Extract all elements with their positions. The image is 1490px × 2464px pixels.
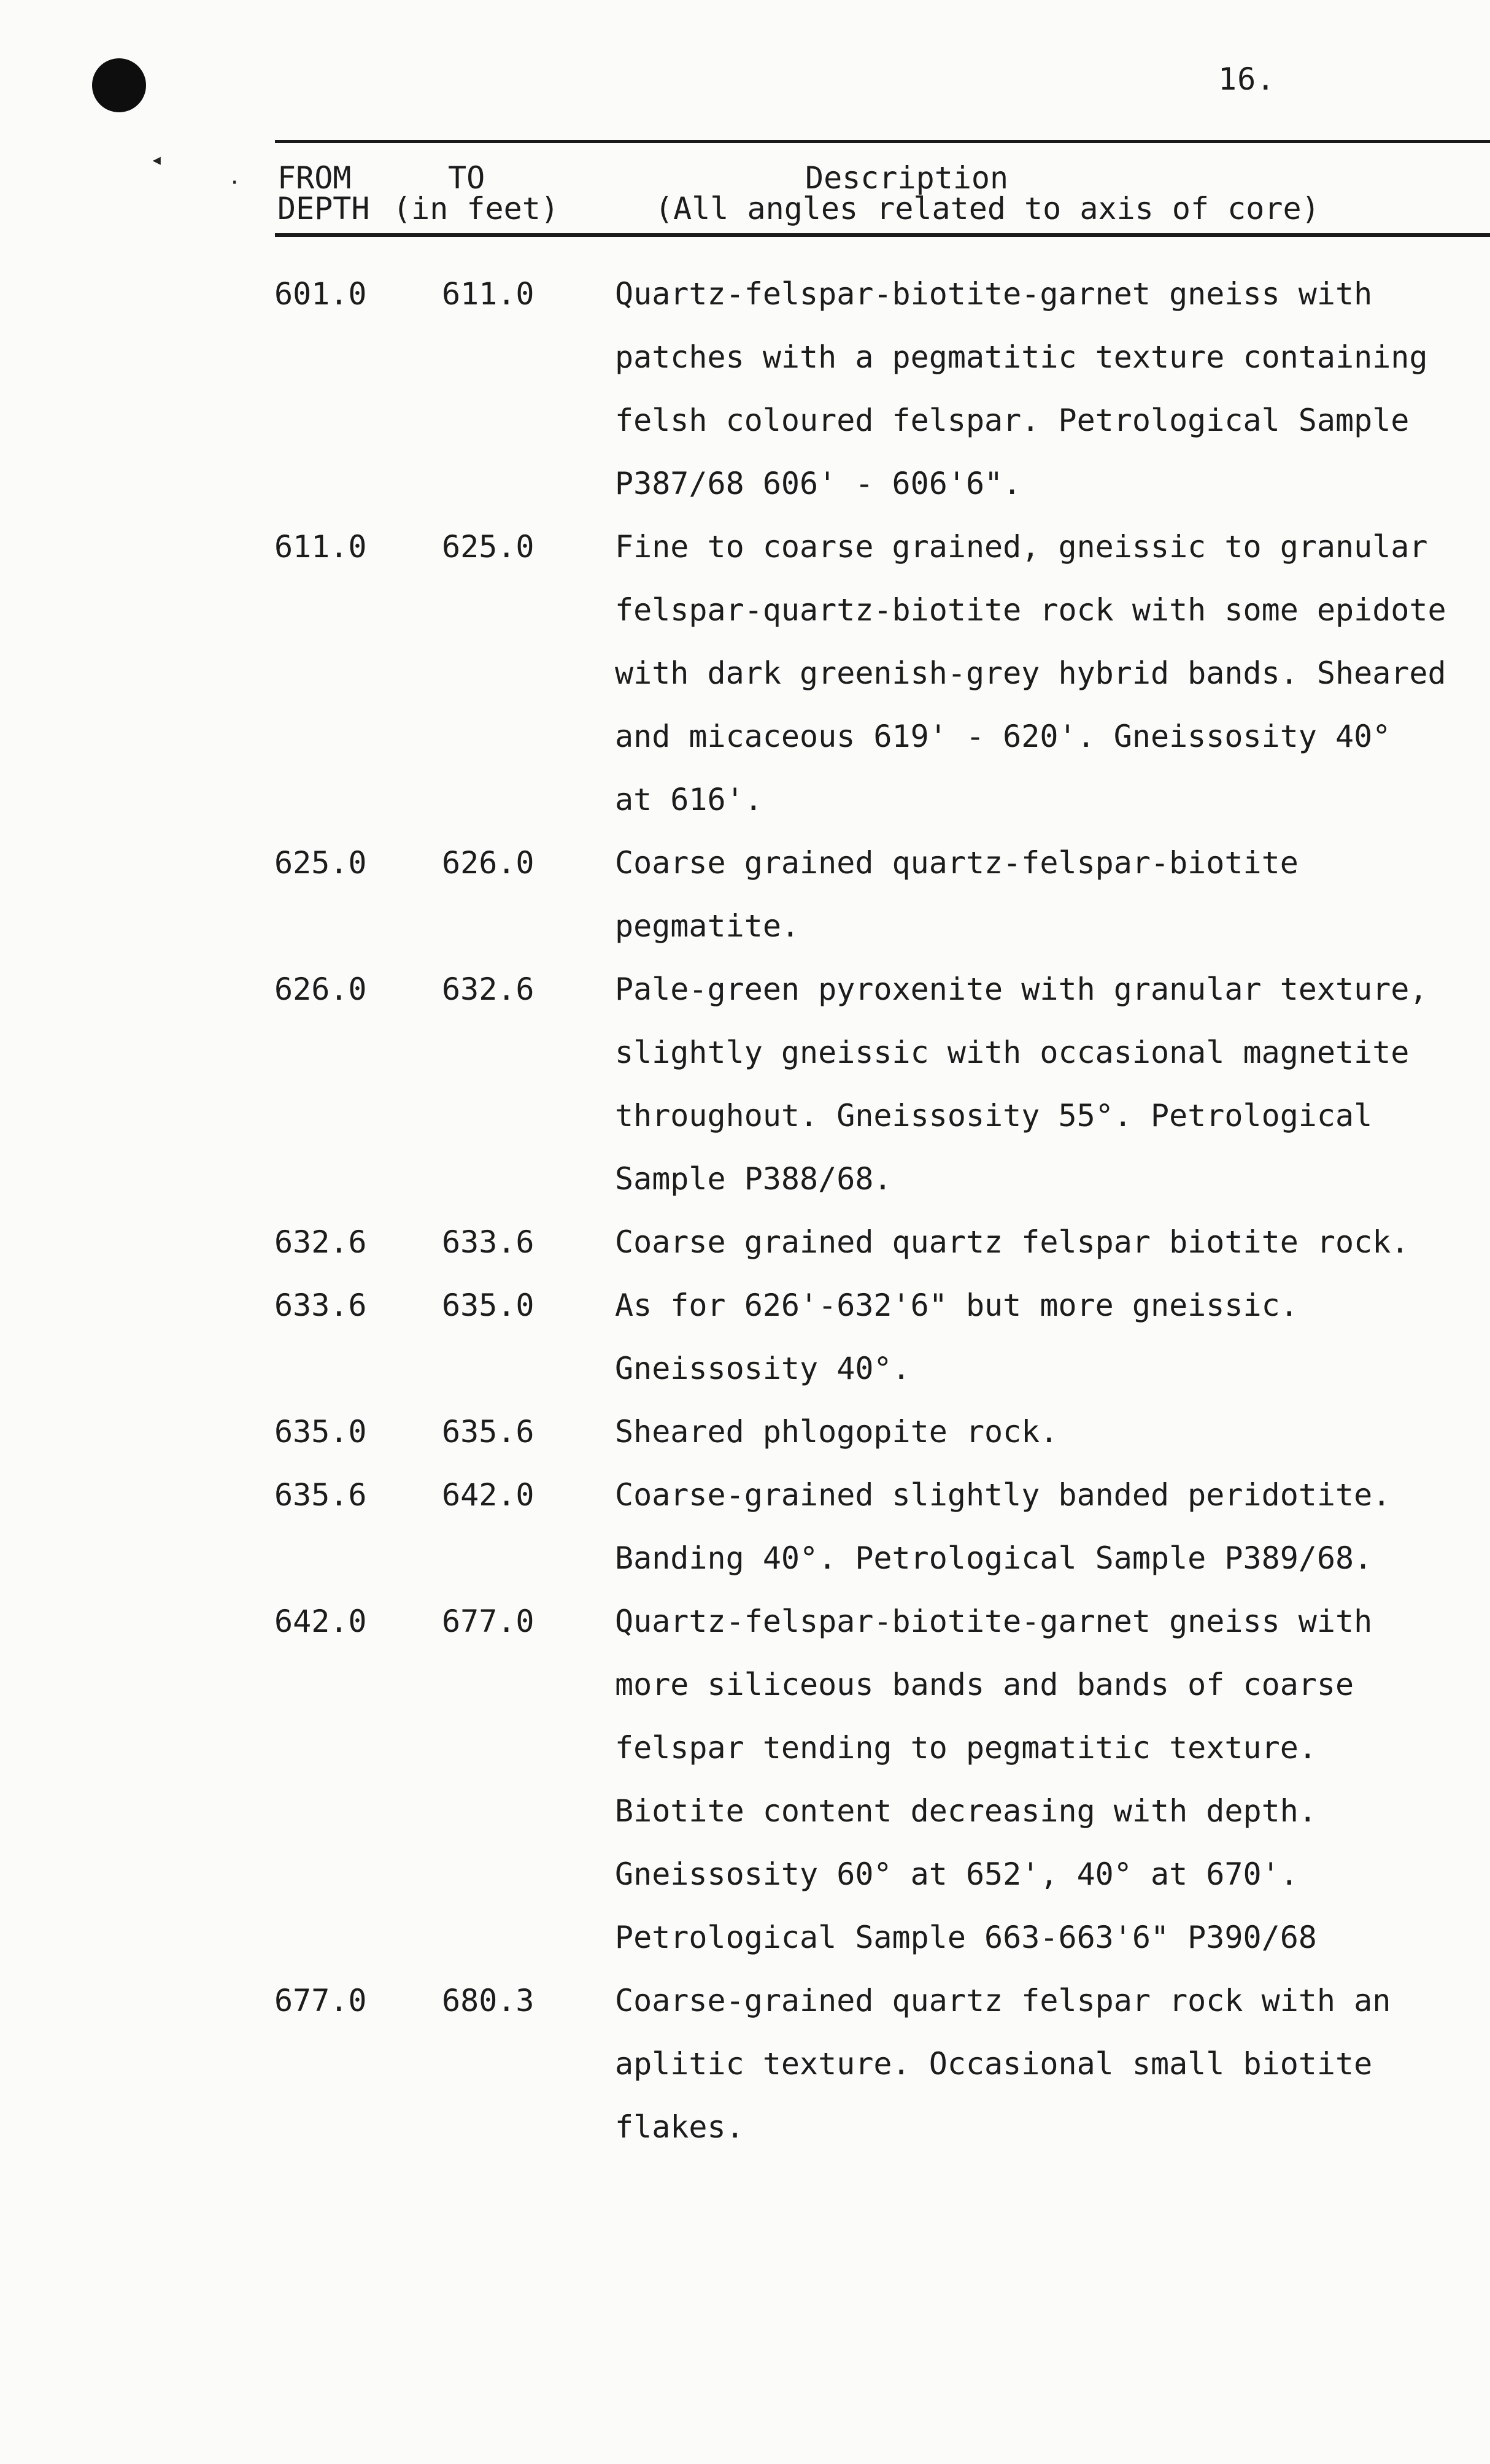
from-depth: 635.6 <box>274 1477 367 1513</box>
description-line: more siliceous bands and bands of coarse <box>615 1667 1354 1702</box>
description <box>615 1274 1490 1400</box>
description-line: Petrological Sample 663-663'6" P390/68 <box>615 1920 1317 1955</box>
header-to: TO <box>448 160 485 196</box>
description-line: felspar-quartz-biotite rock with some epidote <box>615 592 1446 628</box>
header-description-note: (All angles related to axis of core) <box>655 191 1320 226</box>
description-line: Fine to coarse grained, gneissic to granular <box>615 529 1428 565</box>
description-line: throughout. Gneissosity 55°. Petrological <box>615 1098 1373 1134</box>
from-depth: 642.0 <box>274 1604 367 1639</box>
header-description: Description <box>805 160 1009 196</box>
table-row <box>0 516 1490 832</box>
to-depth: 635.6 <box>442 1414 535 1450</box>
description-line: Banding 40°. Petrological Sample P389/68. <box>615 1540 1373 1576</box>
to-depth: 680.3 <box>442 1983 535 2018</box>
table-row <box>0 1400 1490 1464</box>
to-depth: 625.0 <box>442 529 535 565</box>
description-line: Gneissosity 60° at 652', 40° at 670'. <box>615 1856 1299 1892</box>
header-rule-bottom <box>275 233 1490 237</box>
description-line: Biotite content decreasing with depth. <box>615 1793 1317 1829</box>
header-depth: DEPTH <box>277 191 370 226</box>
table-row <box>0 1464 1490 1590</box>
description-line: with dark greenish-grey hybrid bands. Sheared <box>615 655 1446 691</box>
description-line: pegmatite. <box>615 908 800 944</box>
description-line: Coarse grained quartz felspar biotite rock. <box>615 1224 1410 1260</box>
from-depth: 625.0 <box>274 845 367 881</box>
description-line: aplitic texture. Occasional small biotite <box>615 2046 1373 2082</box>
table-row <box>0 832 1490 958</box>
description <box>615 1400 1490 1464</box>
description-line: slightly gneissic with occasional magnetite <box>615 1035 1410 1070</box>
to-depth: 632.6 <box>442 971 535 1007</box>
margin-mark-icon: ◂ <box>150 147 163 172</box>
header-rule-top <box>275 140 1490 143</box>
description-line: As for 626'-632'6" but more gneissic. <box>615 1288 1299 1323</box>
description <box>615 263 1490 516</box>
description-line: P387/68 606' - 606'6". <box>615 466 1022 501</box>
description-line: Coarse grained quartz-felspar-biotite <box>615 845 1299 881</box>
table-row <box>0 1211 1490 1274</box>
description-line: patches with a pegmatitic texture containing <box>615 339 1428 375</box>
from-depth: 626.0 <box>274 971 367 1007</box>
header-units: (in feet) <box>393 191 559 226</box>
from-depth: 611.0 <box>274 529 367 565</box>
punch-hole <box>92 58 146 112</box>
to-depth: 626.0 <box>442 845 535 881</box>
description <box>615 1969 1490 2159</box>
description-line: flakes. <box>615 2109 744 2145</box>
to-depth: 633.6 <box>442 1224 535 1260</box>
margin-dot-icon: · <box>228 171 241 195</box>
from-depth: 632.6 <box>274 1224 367 1260</box>
description <box>615 1464 1490 1590</box>
to-depth: 611.0 <box>442 276 535 312</box>
description <box>615 1211 1490 1274</box>
description-line: Sheared phlogopite rock. <box>615 1414 1059 1450</box>
description-line: Quartz-felspar-biotite-garnet gneiss with <box>615 276 1373 312</box>
from-depth: 601.0 <box>274 276 367 312</box>
from-depth: 677.0 <box>274 1983 367 2018</box>
description-line: at 616'. <box>615 782 763 817</box>
description-line: felsh coloured felspar. Petrological Sample <box>615 403 1410 438</box>
header-from: FROM <box>277 160 352 196</box>
to-depth: 677.0 <box>442 1604 535 1639</box>
description-line: Sample P388/68. <box>615 1161 892 1197</box>
description-line: and micaceous 619' - 620'. Gneissosity 40° <box>615 719 1391 754</box>
table-row <box>0 1969 1490 2159</box>
description <box>615 1590 1490 1969</box>
to-depth: 635.0 <box>442 1288 535 1323</box>
table-row <box>0 1590 1490 1969</box>
description-line: Gneissosity 40°. <box>615 1351 911 1386</box>
description <box>615 958 1490 1211</box>
to-depth: 642.0 <box>442 1477 535 1513</box>
from-depth: 633.6 <box>274 1288 367 1323</box>
page-number: 16. <box>1218 61 1276 97</box>
table-row <box>0 1274 1490 1400</box>
core-log-table <box>0 263 1490 2159</box>
description <box>615 832 1490 958</box>
description-line: Pale-green pyroxenite with granular texture, <box>615 971 1428 1007</box>
description <box>615 516 1490 832</box>
table-row <box>0 958 1490 1211</box>
table-row <box>0 263 1490 516</box>
description-line: Coarse-grained slightly banded peridotite. <box>615 1477 1391 1513</box>
description-line: Coarse-grained quartz felspar rock with an <box>615 1983 1391 2018</box>
description-line: Quartz-felspar-biotite-garnet gneiss with <box>615 1604 1373 1639</box>
from-depth: 635.0 <box>274 1414 367 1450</box>
description-line: felspar tending to pegmatitic texture. <box>615 1730 1317 1766</box>
